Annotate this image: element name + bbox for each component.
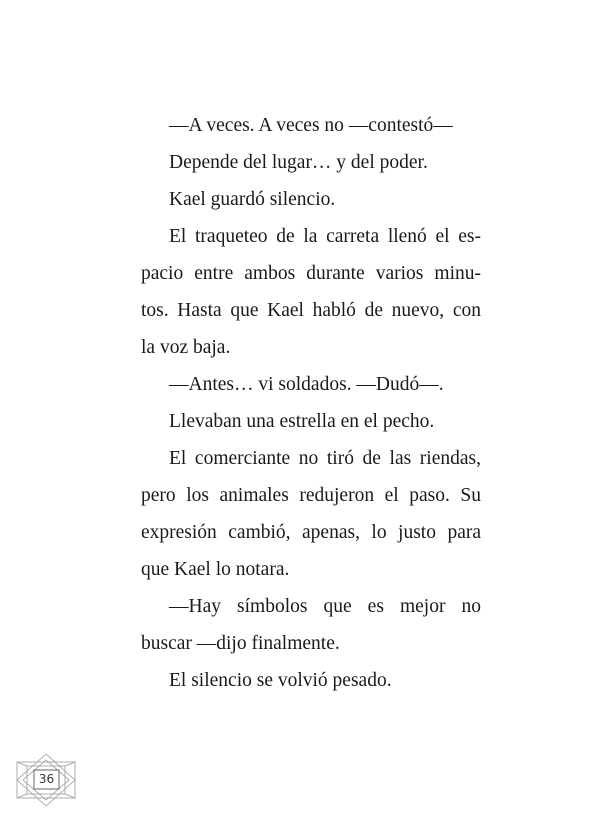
- text-line: pacio entre ambos durante varios minu-: [141, 263, 481, 284]
- text-line: —Antes… vi soldados. —Dudó—.: [169, 374, 444, 395]
- text-line: El traqueteo de la carreta llenó el es-: [169, 226, 481, 247]
- text-line: Depende del lugar… y del poder.: [169, 152, 428, 173]
- page-number-folio: [13, 752, 79, 808]
- text-line: El silencio se volvió pesado.: [169, 670, 392, 691]
- text-line: que Kael lo notara.: [141, 559, 290, 580]
- text-line: expresión cambió, apenas, lo justo para: [141, 522, 481, 543]
- text-line: Llevaban una estrella en el pecho.: [169, 411, 435, 432]
- text-line: El comerciante no tiró de las riendas,: [169, 448, 481, 469]
- text-line: la voz baja.: [141, 337, 231, 358]
- text-line: —A veces. A veces no —contestó—: [169, 115, 453, 136]
- text-line: tos. Hasta que Kael habló de nuevo, con: [141, 300, 481, 321]
- text-line: pero los animales redujeron el paso. Su: [141, 485, 481, 506]
- text-line: Kael guardó silencio.: [169, 189, 336, 210]
- text-line: buscar —dijo finalmente.: [141, 633, 340, 654]
- page-number: 36: [38, 772, 55, 786]
- text-line: —Hay símbolos que es mejor no: [169, 596, 481, 617]
